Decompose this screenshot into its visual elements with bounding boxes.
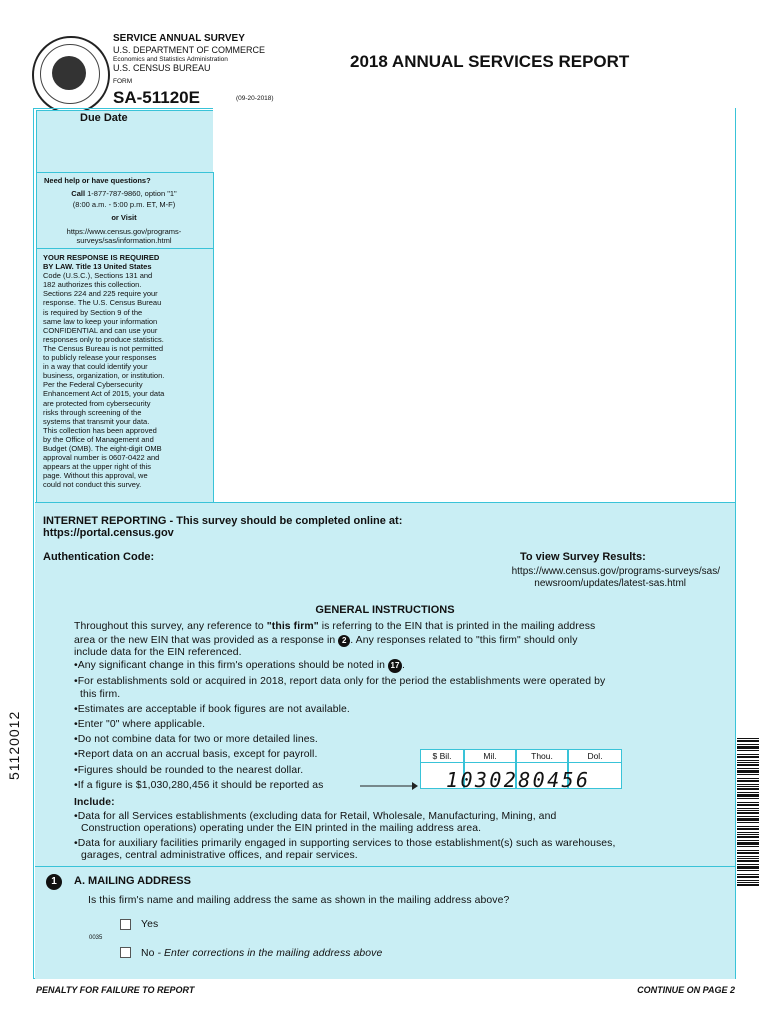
general-instructions-title: GENERAL INSTRUCTIONS	[315, 604, 455, 616]
include-auxiliary-line2: garages, central administrative offices, and repair services.	[81, 850, 358, 861]
this-firm-term: "this firm"	[266, 621, 319, 632]
help-url-line1[interactable]: https://www.census.gov/programs-	[66, 227, 182, 236]
legal-line: by the Office of Management and	[43, 434, 154, 444]
report-title: 2018 ANNUAL SERVICES REPORT	[350, 52, 630, 71]
legal-line: in a way that could identify your	[43, 362, 148, 372]
continue-footer: CONTINUE ON PAGE 2	[637, 985, 735, 995]
grid-header-thou: Thou.	[516, 749, 568, 763]
mailing-address-title: A. MAILING ADDRESS	[74, 875, 191, 887]
item-17-reference-icon: 17	[388, 659, 402, 673]
legal-line: is required by Section 9 of the	[43, 307, 143, 317]
form-date: (09-20-2018)	[236, 95, 274, 102]
legal-line: Per the Federal Cybersecurity	[43, 380, 143, 390]
legal-line: Code (U.S.C.), Sections 131 and	[43, 271, 153, 281]
include-label: Include:	[74, 797, 115, 808]
census-seal-icon	[32, 36, 110, 114]
bureau-name: U.S. CENSUS BUREAU	[113, 63, 211, 73]
no-option	[141, 947, 382, 961]
legal-line: YOUR RESPONSE IS REQUIRED	[43, 253, 160, 262]
bullet-accrual: •Report data on an accrual basis, except for payroll.	[74, 749, 318, 760]
form-side-code: 51120012	[6, 710, 22, 780]
legal-line: systems that transmit your data.	[43, 416, 150, 426]
instructions-para-line1	[74, 620, 595, 634]
legal-line: Enhancement Act of 2015, your data	[43, 389, 165, 399]
legal-line: This collection has been approved	[43, 425, 157, 435]
bullet-sold-acquired-line2: this firm.	[80, 689, 121, 700]
survey-name: SERVICE ANNUAL SURVEY	[113, 33, 245, 44]
legal-notice-text	[43, 253, 211, 489]
para-text: area or the new EIN that was provided as a response in	[74, 635, 339, 646]
help-call	[38, 189, 210, 198]
survey-results-url1[interactable]: https://www.census.gov/programs-surveys/sas/	[511, 566, 720, 577]
arrow-right-icon	[360, 781, 418, 791]
bullet-text: .	[402, 660, 406, 671]
portal-link[interactable]: https://portal.census.gov	[43, 527, 174, 539]
instructions-para-line3: include data for the EIN referenced.	[74, 647, 242, 658]
authentication-code-label: Authentication Code:	[43, 551, 155, 563]
para-text: Throughout this survey, any reference to	[74, 621, 267, 632]
no-checkbox[interactable]	[120, 947, 131, 958]
mailing-address-question: Is this firm's name and mailing address the same as shown in the mailing address above?	[88, 895, 510, 906]
barcode-icon	[737, 738, 759, 888]
form-number: SA-51120E	[113, 88, 200, 107]
bullet-enter-zero: •Enter "0" where applicable.	[74, 719, 206, 730]
legal-line: are protected from cybersecurity	[43, 398, 151, 408]
legal-line: page. Without this approval, we	[43, 471, 148, 481]
mailing-address-area	[213, 108, 735, 502]
legal-line: could not conduct this survey.	[43, 480, 142, 490]
penalty-footer: PENALTY FOR FAILURE TO REPORT	[36, 985, 195, 995]
para-text: . Any responses related to "this firm" should only	[350, 635, 578, 646]
help-title: Need help or have questions?	[44, 176, 151, 185]
administration-name: Economics and Statistics Administration	[113, 56, 228, 63]
para-text: is referring to the EIN that is printed in the mailing address	[318, 621, 596, 632]
bullet-significant-change	[74, 659, 405, 673]
survey-results-url2[interactable]: newsroom/updates/latest-sas.html	[534, 578, 686, 589]
bullet-example: •If a figure is $1,030,280,456 it should be reported as	[74, 780, 324, 791]
help-url-line2[interactable]: surveys/sas/information.html	[76, 236, 172, 245]
include-auxiliary-line1: •Data for auxiliary facilities primarily engaged in supporting services to those establishment(s) such as warehouses,	[74, 838, 616, 849]
yes-checkbox[interactable]	[120, 919, 131, 930]
legal-line: appears at the upper right of this	[43, 462, 151, 472]
yes-label: Yes	[141, 919, 159, 930]
no-instruction: - Enter corrections in the mailing address above	[157, 948, 383, 959]
grid-header-bil: $ Bil.	[420, 749, 464, 763]
item-1-number-icon: 1	[46, 874, 62, 890]
bullet-rounding: •Figures should be rounded to the nearest dollar.	[74, 765, 304, 776]
due-date-label: Due Date	[80, 112, 128, 124]
bullet-sold-acquired-line1: •For establishments sold or acquired in 2018, report data only for the period the establishments were operated by	[74, 676, 606, 687]
legal-line: risks through screening of the	[43, 407, 142, 417]
bullet-text: •Any significant change in this firm's operations should be noted in	[74, 660, 389, 671]
bullet-no-combine: •Do not combine data for two or more detailed lines.	[74, 734, 318, 745]
survey-results-label: To view Survey Results:	[520, 551, 646, 563]
department-name: U.S. DEPARTMENT OF COMMERCE	[113, 45, 266, 55]
legal-line: response. The U.S. Census Bureau	[43, 298, 162, 308]
internet-reporting-line1: INTERNET REPORTING - This survey should be completed online at:	[43, 515, 403, 527]
legal-line: Budget (OMB). The eight-digit OMB	[43, 443, 162, 453]
legal-line: 182 authorizes this collection.	[43, 280, 142, 290]
grid-header-dol: Dol.	[568, 749, 622, 763]
legal-line: BY LAW. Title 13 United States	[43, 262, 152, 272]
help-or-visit: or Visit	[111, 213, 137, 222]
legal-line: responses only to produce statistics.	[43, 334, 164, 344]
bullet-estimates: •Estimates are acceptable if book figures are not available.	[74, 704, 350, 715]
no-label: No	[141, 948, 155, 959]
include-services-line1: •Data for all Services establishments (excluding data for Retail, Wholesale, Manufacturing, Mining, and	[74, 811, 557, 822]
call-label: Call	[71, 189, 86, 198]
legal-line: The Census Bureau is not permitted	[43, 343, 164, 353]
grid-header-mil: Mil.	[464, 749, 516, 763]
form-label: FORM	[113, 78, 133, 85]
item-2-reference-icon: 2	[338, 635, 350, 647]
legal-line: Sections 224 and 225 require your	[43, 289, 158, 299]
legal-line: business, organization, or institution.	[43, 371, 165, 381]
legal-line: to publicly release your responses	[43, 353, 157, 363]
help-hours: (8:00 a.m. - 5:00 p.m. ET, M-F)	[72, 200, 176, 209]
legal-line: CONFIDENTIAL and can use your	[43, 325, 158, 335]
phone-number: 1-877-787-9860, option "1"	[87, 189, 177, 198]
include-services-line2: Construction operations) operating under the EIN printed in the mailing address area.	[81, 823, 482, 834]
sample-handwritten-digits: 1030280456	[446, 768, 591, 792]
legal-line: same law to keep your information	[43, 316, 158, 326]
legal-line: approval number is 0607-0422 and	[43, 453, 160, 463]
item-code: 0035	[89, 935, 103, 941]
